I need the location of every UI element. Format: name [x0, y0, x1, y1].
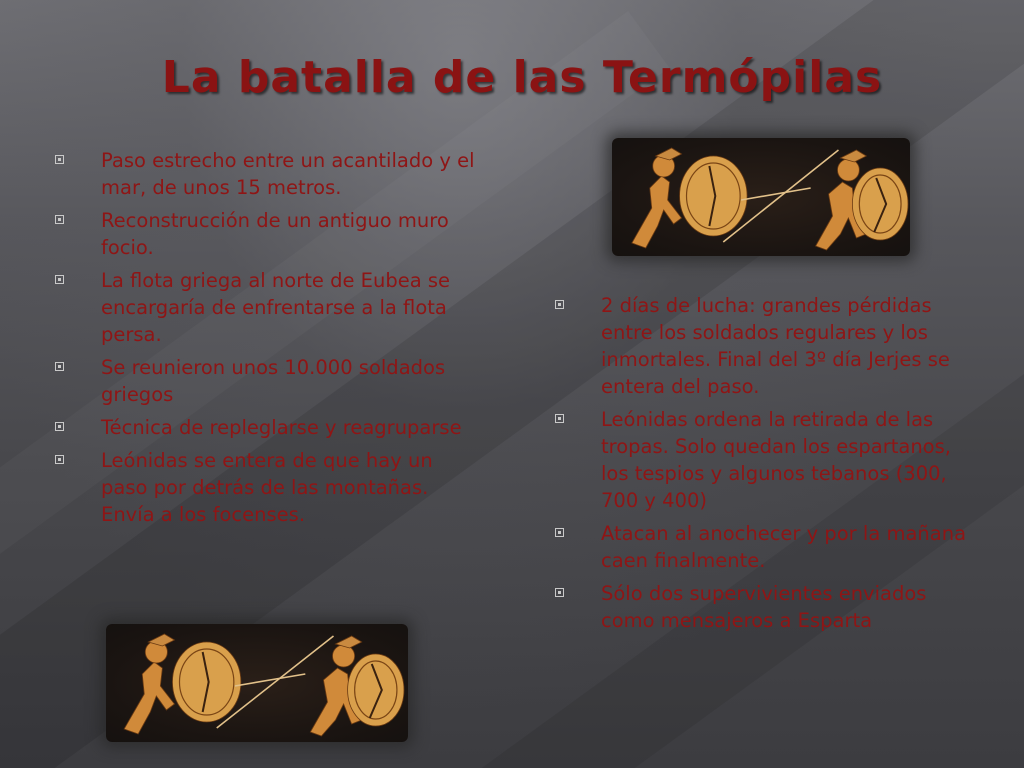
square-bullet-icon — [555, 300, 564, 309]
square-bullet-icon — [555, 414, 564, 423]
square-bullet-icon — [555, 588, 564, 597]
bullet-item — [555, 292, 975, 400]
bullet-item — [55, 447, 485, 528]
bullet-item — [55, 207, 485, 261]
bullet-item — [55, 147, 485, 201]
bullet-item — [55, 267, 485, 348]
warriors-illustration — [106, 624, 408, 742]
bullet-item — [555, 520, 975, 574]
bullet-text: Leónidas se entera de que hay un paso por detrás de las montañas. Envía a los focenses. — [101, 449, 433, 526]
square-bullet-icon — [55, 275, 64, 284]
bullet-text: Técnica de repleglarse y reagruparse — [101, 416, 462, 439]
greek-vase-painting-image — [612, 138, 910, 256]
bullet-text: Reconstrucción de un antiguo muro focio. — [101, 209, 449, 259]
bullet-item — [555, 406, 975, 514]
bullet-text: Paso estrecho entre un acantilado y el mar, de unos 15 metros. — [101, 149, 475, 199]
bullet-text: Atacan al anochecer y por la mañana caen finalmente. — [601, 522, 967, 572]
bullet-item — [55, 354, 485, 408]
bullet-text: 2 días de lucha: grandes pérdidas entre los soldados regulares y los inmortales. Final del 3º día Jerjes se entera del paso. — [601, 294, 950, 398]
bullet-item — [55, 414, 485, 441]
square-bullet-icon — [555, 528, 564, 537]
left-bullet-list — [55, 147, 485, 534]
square-bullet-icon — [55, 155, 64, 164]
slide-title: La batalla de las Termópilas — [161, 52, 883, 103]
bullet-text: Sólo dos supervivientes enviados como mensajeros a Esparta — [601, 582, 927, 632]
bullet-item — [555, 580, 975, 634]
square-bullet-icon — [55, 362, 64, 371]
bullet-text: Leónidas ordena la retirada de las tropas. Solo quedan los espartanos, los tespios y algunos tebanos (300, 700 y 400) — [601, 408, 951, 512]
bullet-text: La flota griega al norte de Eubea se encargaría de enfrentarse a la flota persa. — [101, 269, 451, 346]
warriors-illustration — [612, 138, 910, 256]
square-bullet-icon — [55, 422, 64, 431]
bullet-text: Se reunieron unos 10.000 soldados griegos — [101, 356, 446, 406]
square-bullet-icon — [55, 455, 64, 464]
right-bullet-list — [555, 292, 975, 640]
greek-vase-painting-image — [106, 624, 408, 742]
square-bullet-icon — [55, 215, 64, 224]
